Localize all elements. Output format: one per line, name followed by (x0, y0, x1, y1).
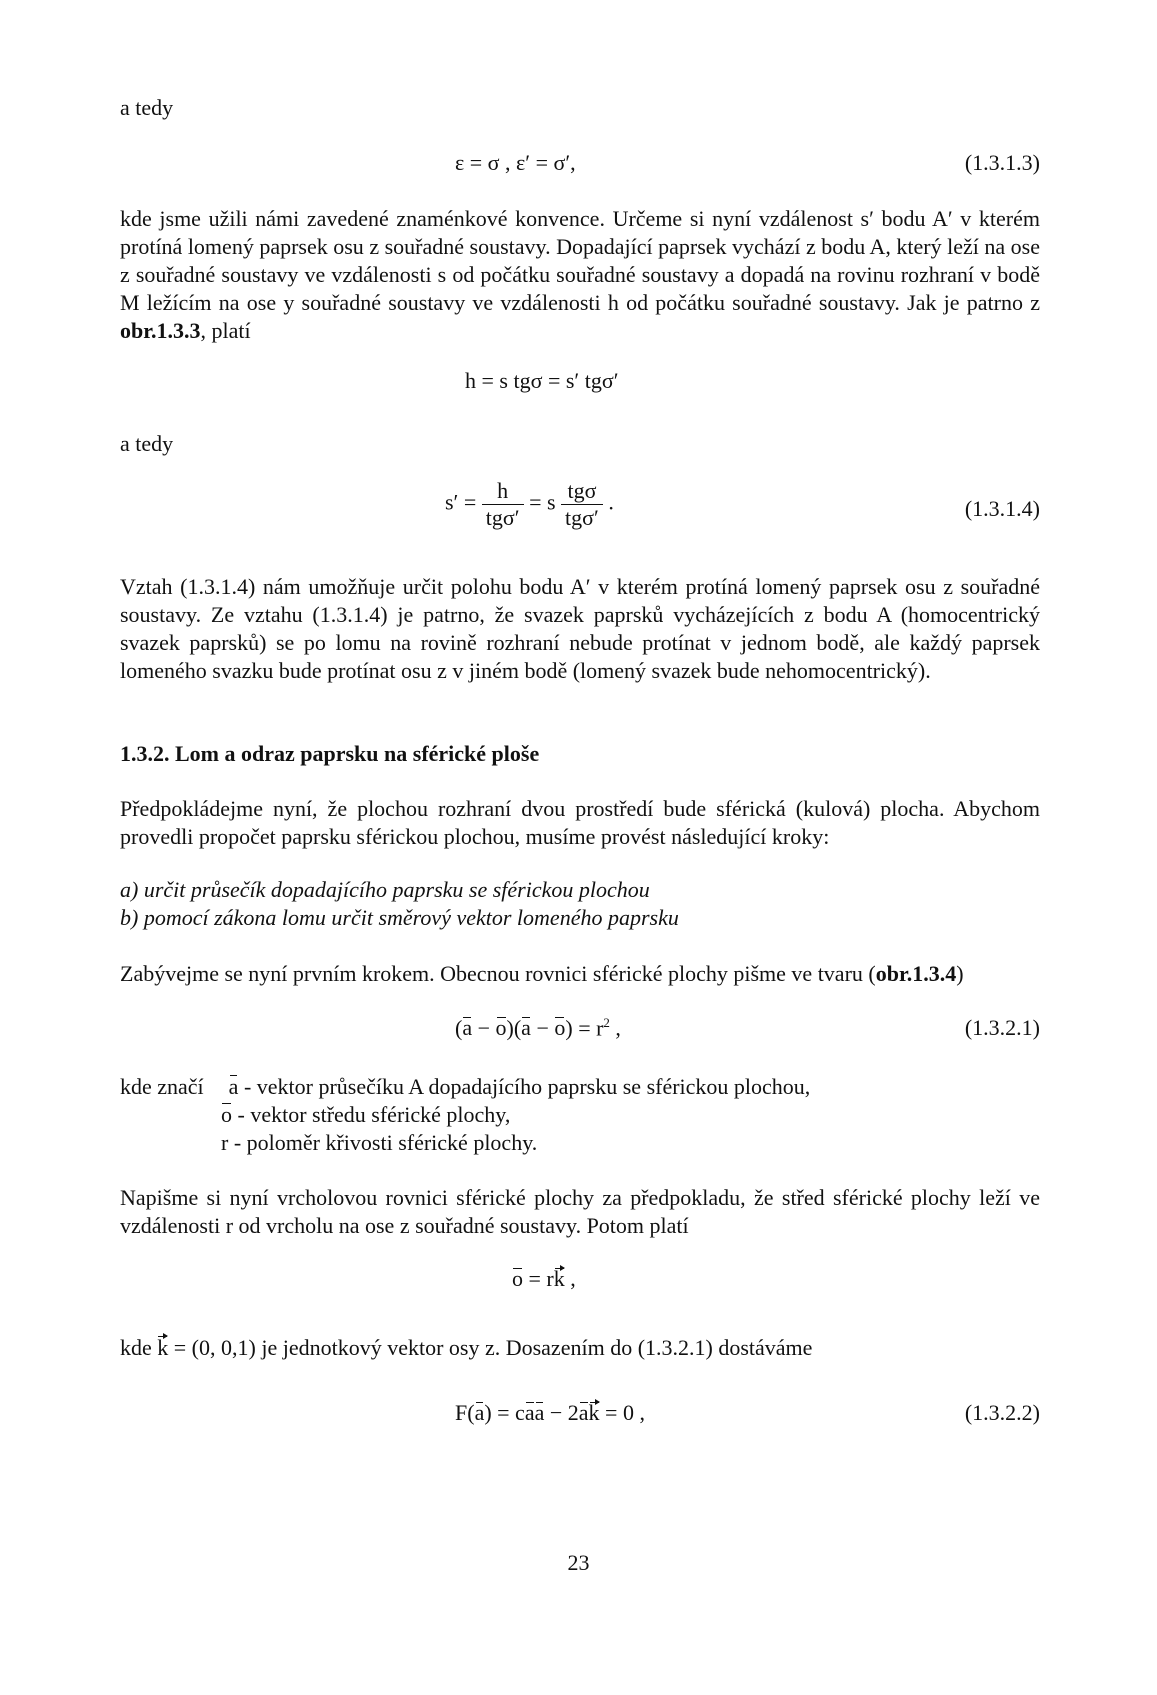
paragraph-4-close: ) (956, 961, 964, 986)
section-heading: 1.3.2. Lom a odraz paprsku na sférické ploše (120, 741, 540, 766)
definition-text: - vektor průsečíku A dopadajícího paprsku se sférickou plochou, (243, 1074, 811, 1099)
definition-text: - vektor středu sférické plochy, (237, 1102, 511, 1127)
equation-number: (1.3.1.3) (964, 150, 1040, 175)
equation-number: (1.3.2.1) (964, 1015, 1040, 1040)
vector-k: k (553, 1266, 565, 1291)
eq6-end: = 0 , (605, 1400, 645, 1425)
fraction-numerator: tgσ (561, 478, 603, 505)
eq5-end: , (570, 1266, 576, 1291)
definition-o (221, 1101, 510, 1129)
fraction-tg-over-tg (561, 478, 603, 531)
equation-body (512, 1266, 576, 1292)
vector-a: a (578, 1400, 589, 1425)
eq1-separator: , (505, 150, 511, 175)
paragraph-1-text: kde jsme užili námi zavedené znaménkové konvence. Určeme si nyní vzdálenost s′ bodu A′ v kterém protíná lomený paprsek osu z souřadné soustavy. Dopadající paprsek vychází z bodu A, který leží na ose z souřadné soustavy ve vzdálenosti s od počátku souřadné soustavy a dopadá na rovinu rozhraní v bodě M ležícím na ose y souřadné soustavy ve vzdálenosti h od počátku souřadné soustavy. Jak je patrno z (120, 206, 1040, 315)
equation-body (455, 1400, 645, 1426)
equation-body (455, 150, 576, 176)
vector-o: o (495, 1015, 507, 1041)
figure-reference: obr.1.3.3 (120, 318, 201, 343)
paragraph-1 (120, 205, 1040, 345)
eq1-end: , (570, 150, 576, 175)
vector-k: k (588, 1400, 600, 1425)
vector-a: a (524, 1400, 535, 1425)
paragraph-6-text: kde (120, 1335, 152, 1360)
equation-body (445, 478, 614, 531)
vector-a: a (228, 1074, 239, 1099)
vector-o: o (554, 1015, 566, 1041)
eq3-mid: = s (529, 489, 556, 515)
equation-body: $(a - o)(a - o) = r^2$ , (455, 1015, 621, 1041)
eq1-right: ε′ = σ′ (516, 150, 571, 175)
paragraph-3: Předpokládejme nyní, že plochou rozhraní dvou prostředí bude sférická (kulová) plocha. Abychom provedli propočet paprsku sférickou plochou, musíme provést následující kroky: (120, 796, 1040, 849)
page-number: 23 (567, 1550, 590, 1575)
eq5-mid: = r (528, 1266, 554, 1291)
equation-1-3-1-4 (120, 478, 1040, 548)
eq6-lhs: F( (455, 1400, 475, 1425)
equation-body: h = s tgσ = s′ tgσ′ (465, 368, 619, 393)
exponent: 2 (603, 1015, 610, 1030)
step-b: b) pomocí zákona lomu určit směrový vektor lomeného paprsku (120, 905, 679, 930)
eq4-rhs: = r (578, 1015, 604, 1041)
equation-1-3-2-1 (120, 1015, 1040, 1055)
eq1-left: ε = σ (455, 150, 500, 175)
step-a: a) určit průsečík dopadajícího paprsku se sférickou plochou (120, 877, 650, 902)
definition-a (120, 1073, 810, 1101)
definition-intro: kde značí (120, 1074, 204, 1099)
definition-r: r - poloměr křivosti sférické plochy. (221, 1130, 538, 1155)
vector-k: k (157, 1335, 169, 1360)
paragraph-6-tail: = (0, 0,1) je jednotkový vektor osy z. Dosazením do (1.3.2.1) dostáváme (173, 1335, 813, 1360)
paragraph-6 (120, 1334, 1040, 1362)
paragraph-1-tail: , platí (200, 318, 251, 343)
equation-number: (1.3.1.4) (964, 496, 1040, 521)
equation-1-3-2-2 (120, 1400, 1040, 1440)
vector-a: a (474, 1400, 485, 1425)
equation-1-3-1-3 (120, 150, 1040, 190)
eq3-lhs: s′ = (445, 489, 477, 515)
vector-o: o (512, 1266, 523, 1291)
paragraph-4-text: Zabývejme se nyní prvním krokem. Obecnou rovnici sférické plochy pišme ve tvaru ( (120, 961, 876, 986)
fraction-denominator: tgσ′ (565, 505, 599, 530)
vector-o: o (221, 1102, 232, 1127)
vector-a: a (521, 1015, 531, 1041)
equation-number: (1.3.2.2) (964, 1400, 1040, 1425)
paragraph-4 (120, 960, 1040, 988)
text-a-tedy-1: a tedy (120, 95, 174, 120)
equation-o-rk (120, 1266, 1040, 1306)
text-a-tedy-2: a tedy (120, 431, 174, 456)
fraction-denominator: tgσ′ (485, 505, 520, 530)
eq3-end: . (608, 489, 614, 515)
figure-reference: obr.1.3.4 (875, 961, 957, 986)
equation-h (120, 368, 1040, 408)
eq6-mid2: − 2 (549, 1400, 579, 1425)
paragraph-2: Vztah (1.3.1.4) nám umožňuje určit polohu bodu A′ v kterém protíná lomený paprsek osu z souřadné soustavy. Ze vztahu (1.3.1.4) je patrno, že svazek paprsků vycházejících z bodu A (homocentrický svazek paprsků) se po lomu na rovině rozhraní nebude protínat v jednom bodě, ale každý paprsek lomeného svazku bude protínat osu z v jiném bodě (lomený svazek bude nehomocentrický). (120, 574, 1040, 683)
paragraph-5: Napišme si nyní vrcholovou rovnici sférické plochy za předpokladu, že střed sférické plochy leží ve vzdálenosti r od vrcholu na ose z souřadné soustavy. Potom platí (120, 1185, 1040, 1238)
fraction-numerator: h (482, 478, 524, 505)
eq6-mid1: ) = c (484, 1400, 525, 1425)
fraction-h-over-tg (482, 478, 524, 531)
vector-a: a (534, 1400, 545, 1425)
eq4-end: , (615, 1015, 621, 1041)
vector-a: a (462, 1015, 473, 1041)
